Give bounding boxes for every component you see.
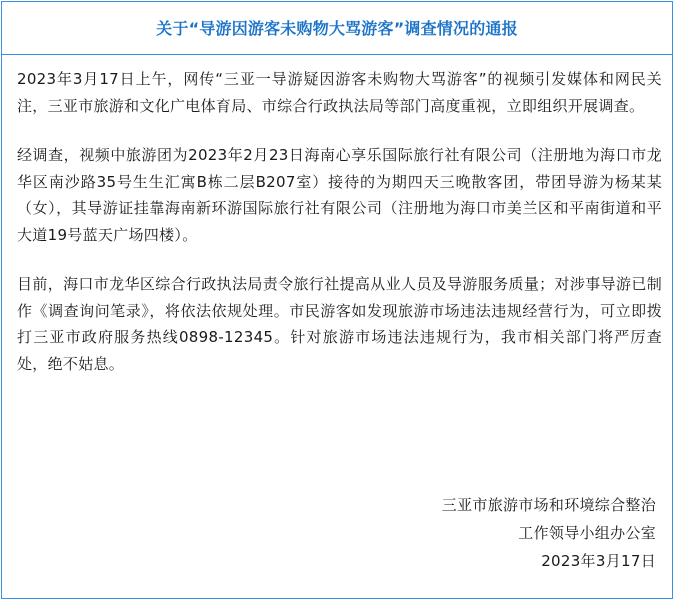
signature-date: 2023年3月17日 (541, 552, 656, 570)
signature-org-line2: 工作领导小组办公室 (518, 524, 656, 542)
notice-title: 关于“导游因游客未购物大骂游客”调查情况的通报 (156, 19, 518, 38)
paragraph-measures: 目前，海口市龙华区综合行政执法局责令旅行社提高从业人员及导游服务质量；对涉事导游已制作《调查询问笔录》，将依法依规处理。市民游客如发现旅游市场违法违规经营行为，可立即拨打三亚市政府服务热线0898-12345。针对旅游市场违法违规行为，我市相关部门将严厉查处，绝不姑息。 (17, 275, 662, 373)
paragraph-investigation: 经调查，视频中旅游团为2023年2月23日海南心享乐国际旅行社有限公司（注册地为海口市龙华区南沙路35号生生汇寓B栋二层B207室）接待的为期四天三晚散客团，带团导游为杨某某（女），其导游证挂靠海南新环游国际旅行社有限公司（注册地为海口市美兰区和平南街道和平大道19号蓝天广场四楼）。 (17, 146, 662, 244)
notice-body (17, 66, 662, 400)
signature-block (442, 491, 656, 575)
paragraph-announcement: 2023年3月17日上午，网传“三亚一导游疑因游客未购物大骂游客”的视频引发媒体和网民关注，三亚市旅游和文化广电体育局、市综合行政执法局等部门高度重视，立即组织开展调查。 (17, 70, 662, 115)
signature-org-line1: 三亚市旅游市场和环境综合整治 (441, 496, 656, 514)
notice-header (1, 1, 673, 55)
